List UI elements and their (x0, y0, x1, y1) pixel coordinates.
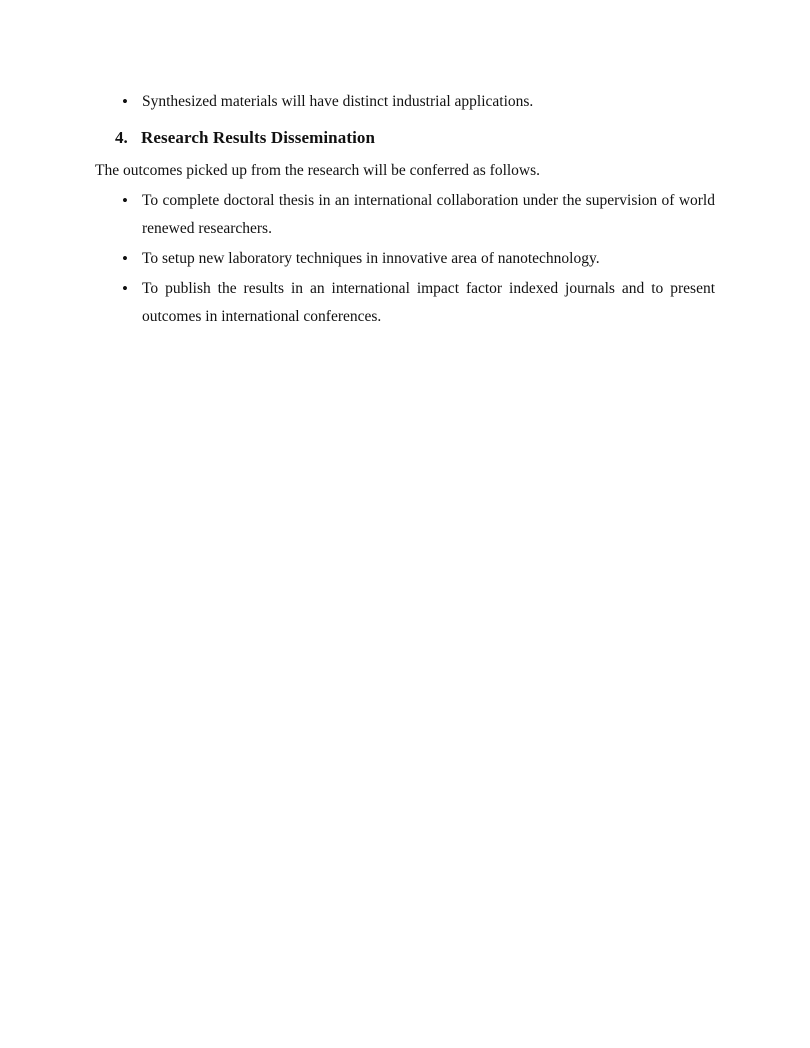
intro-paragraph: The outcomes picked up from the research will be conferred as follows. (95, 162, 541, 179)
bullet-icon: • (122, 92, 128, 111)
bullet-icon: • (122, 279, 128, 298)
list-item-text: To setup new laboratory techniques in innovative area of nanotechnology. (142, 250, 600, 267)
list-item (95, 88, 715, 116)
bullet-icon: • (122, 191, 128, 210)
list-item (95, 187, 715, 243)
list-item-text: Synthesized materials will have distinct industrial applications. (142, 93, 534, 110)
list-item-text: To publish the results in an international impact factor indexed journals and to present outcomes in international conferences. (142, 280, 715, 325)
outcomes-list (95, 187, 715, 331)
list-item (95, 275, 715, 331)
section-heading (95, 125, 715, 151)
list-item-text: To complete doctoral thesis in an international collaboration under the supervision of world renewed researchers. (142, 192, 715, 237)
section-number: 4. (115, 128, 128, 147)
document-content (95, 88, 715, 333)
bullet-icon: • (122, 249, 128, 268)
section-title: Research Results Dissemination (141, 128, 376, 147)
list-item (95, 245, 715, 273)
